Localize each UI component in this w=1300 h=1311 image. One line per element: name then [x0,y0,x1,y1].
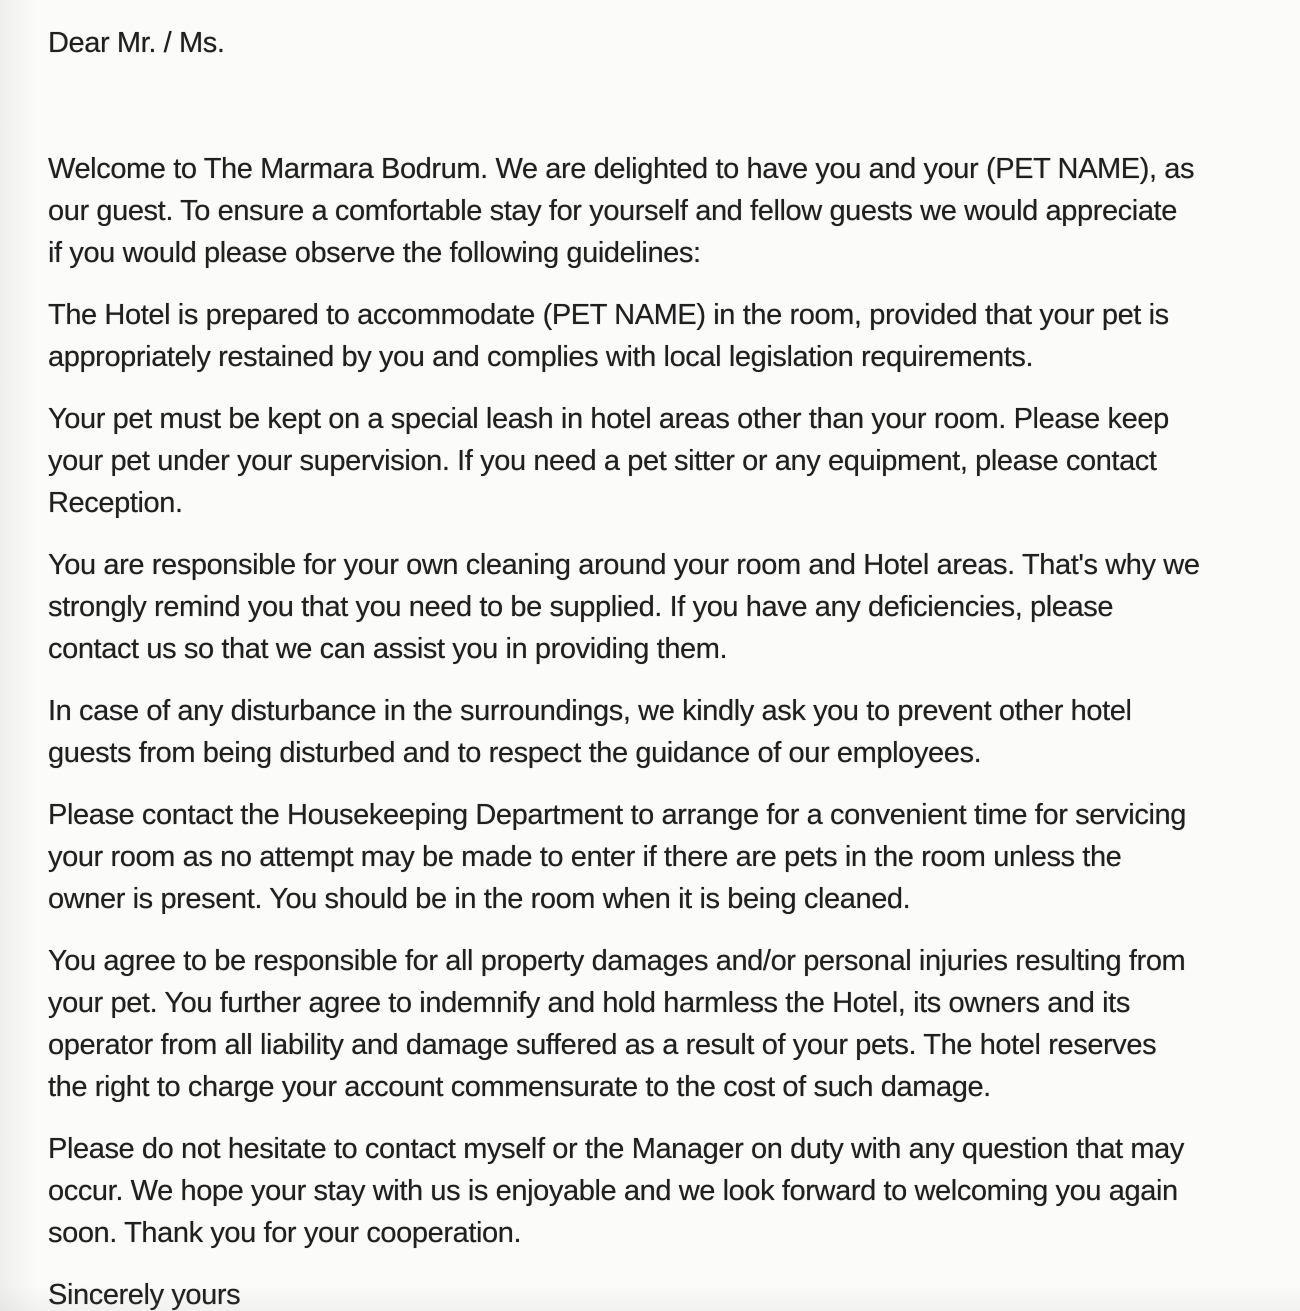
letter-line: occur. We hope your stay with us is enjoyable and we look forward to welcoming you again [48,1175,1178,1207]
letter-line: guests from being disturbed and to respect the guidance of our employees. [48,737,982,769]
letter-line: Please do not hesitate to contact myself or the Manager on duty with any question that may [48,1133,1184,1165]
letter-line: if you would please observe the following guidelines: [48,237,701,269]
letter-paragraph [48,1128,1294,1254]
letter-line: appropriately restained by you and complies with local legislation requirements. [48,341,1034,373]
letter-line: You are responsible for your own cleaning around your room and Hotel areas. That's why we [48,549,1200,581]
letter-line: contact us so that we can assist you in providing them. [48,633,728,665]
letter-line: soon. Thank you for your cooperation. [48,1217,522,1249]
letter-paragraph [48,940,1294,1108]
letter-line: your pet under your supervision. If you need a pet sitter or any equipment, please contact [48,445,1157,477]
letter-line: your pet. You further agree to indemnify and hold harmless the Hotel, its owners and its [48,987,1130,1019]
letter-paragraph [48,148,1294,274]
closing: Sincerely yours [48,1279,241,1311]
letter-line: Your pet must be kept on a special leash in hotel areas other than your room. Please keep [48,403,1169,435]
letter-line: owner is present. You should be in the room when it is being cleaned. [48,883,911,915]
letter-line: strongly remind you that you need to be supplied. If you have any deficiencies, please [48,591,1114,623]
letter-paragraph [48,794,1294,920]
letter-line: Please contact the Housekeeping Department to arrange for a convenient time for servicing [48,799,1186,831]
letter-line: operator from all liability and damage suffered as a result of your pets. The hotel reserves [48,1029,1157,1061]
letter-line: Welcome to The Marmara Bodrum. We are delighted to have you and your (PET NAME), as [48,153,1195,185]
letter-line: the right to charge your account commensurate to the cost of such damage. [48,1071,991,1103]
letter-line: Reception. [48,487,183,519]
salutation: Dear Mr. / Ms. [48,27,225,59]
letter-line: your room as no attempt may be made to enter if there are pets in the room unless the [48,841,1122,873]
letter-line: The Hotel is prepared to accommodate (PET NAME) in the room, provided that your pet is [48,299,1169,331]
letter-paragraph [48,544,1294,670]
letter-paragraph [48,294,1294,378]
letter-line: You agree to be responsible for all property damages and/or personal injuries resulting from [48,945,1186,977]
letter-paragraph [48,398,1294,524]
letter-line: our guest. To ensure a comfortable stay for yourself and fellow guests we would appreciate [48,195,1177,227]
letter-paragraph [48,690,1294,774]
letter-body [48,148,1294,1254]
letter-line: In case of any disturbance in the surroundings, we kindly ask you to prevent other hotel [48,695,1132,727]
